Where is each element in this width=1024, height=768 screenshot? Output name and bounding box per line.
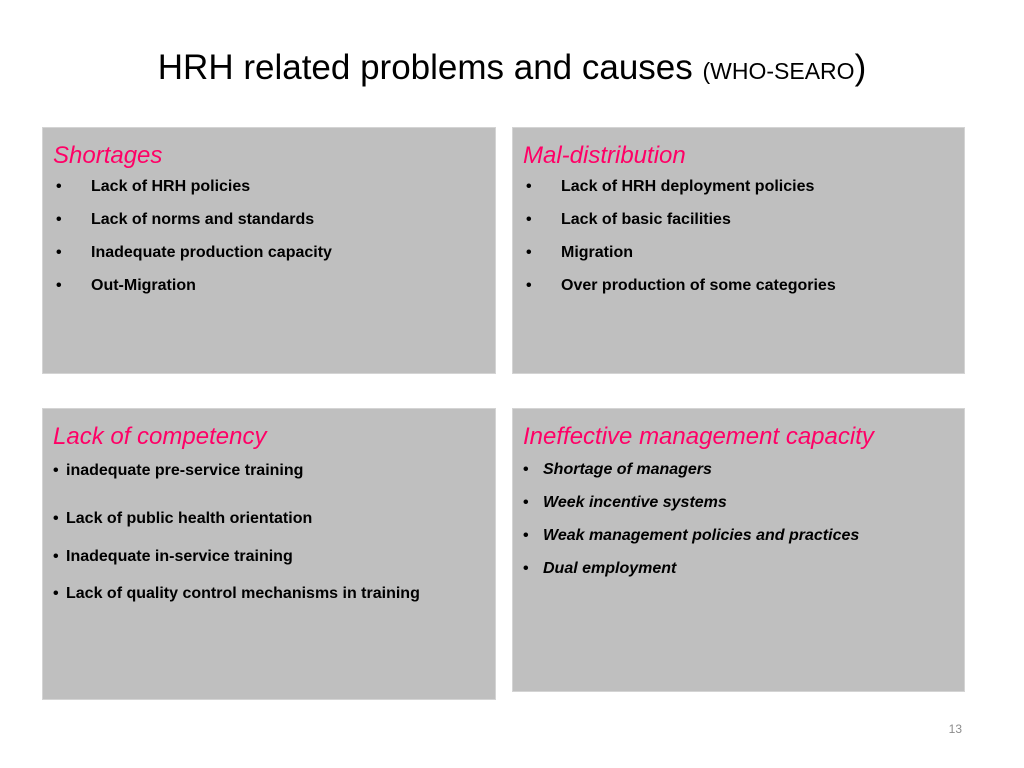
list-item-text: Lack of public health orientation — [66, 510, 313, 527]
list-item — [523, 525, 954, 547]
list-item-text: Lack of HRH deployment policies — [561, 178, 815, 195]
list-item-text: Migration — [561, 244, 633, 261]
bullet-icon: • — [523, 461, 529, 478]
list-item — [523, 558, 954, 580]
bullet-icon: • — [526, 178, 532, 195]
list-item-text: Out-Migration — [91, 277, 196, 294]
list-item-text: Shortage of managers — [543, 461, 712, 478]
list-item — [53, 242, 485, 264]
bullet-icon: • — [523, 527, 529, 544]
shortages-box — [42, 127, 496, 374]
list-item-text: Week incentive systems — [543, 494, 727, 511]
bullet-list — [523, 459, 954, 580]
slide-title — [0, 40, 1024, 99]
bullet-icon: • — [523, 560, 529, 577]
ineffective-management-box — [512, 408, 965, 692]
list-item — [523, 492, 954, 514]
list-item — [53, 580, 485, 607]
bullet-icon: • — [56, 211, 62, 228]
list-item-text: Lack of quality control mechanisms in training — [66, 585, 420, 602]
list-item-text: Dual employment — [543, 560, 677, 577]
title-suffix: (WHO-SEARO — [702, 58, 855, 84]
title-close-paren: ) — [854, 48, 867, 87]
list-item-text: inadequate pre-service training — [66, 462, 304, 479]
bullet-list — [53, 176, 485, 297]
bullet-icon: • — [53, 585, 59, 602]
list-item-text: Lack of HRH policies — [91, 178, 251, 195]
bullet-icon: • — [56, 277, 62, 294]
list-item — [523, 459, 954, 481]
list-item — [523, 209, 954, 231]
bullet-icon: • — [53, 462, 59, 479]
mal-distribution-box — [512, 127, 965, 374]
list-item — [53, 505, 485, 532]
list-item-text: Over production of some categories — [561, 277, 836, 294]
bullet-icon: • — [53, 510, 59, 527]
list-item — [523, 176, 954, 198]
list-item — [53, 543, 485, 570]
page-number: 13 — [948, 722, 962, 736]
list-item-text: Lack of basic facilities — [561, 211, 731, 228]
title-main: HRH related problems and causes — [157, 48, 703, 87]
bullet-icon: • — [56, 178, 62, 195]
bullet-icon: • — [53, 548, 59, 565]
box-heading: Lack of competency — [53, 423, 267, 450]
list-item-text: Lack of norms and standards — [91, 211, 315, 228]
list-item — [53, 457, 485, 484]
list-item — [53, 275, 485, 297]
lack-of-competency-box — [42, 408, 496, 700]
list-item — [53, 209, 485, 231]
bullet-icon: • — [526, 211, 532, 228]
list-item-text: Inadequate production capacity — [91, 244, 332, 261]
box-heading: Ineffective management capacity — [523, 423, 874, 450]
bullet-icon: • — [526, 277, 532, 294]
bullet-icon: • — [56, 244, 62, 261]
box-heading: Mal-distribution — [523, 142, 686, 169]
list-item-text: Inadequate in-service training — [66, 548, 293, 565]
box-heading: Shortages — [53, 142, 163, 169]
list-item-text: Weak management policies and practices — [543, 527, 860, 544]
bullet-list — [53, 457, 485, 607]
list-item — [53, 176, 485, 198]
list-item — [523, 242, 954, 264]
list-item — [523, 275, 954, 297]
bullet-list — [523, 176, 954, 297]
bullet-icon: • — [526, 244, 532, 261]
bullet-icon: • — [523, 494, 529, 511]
